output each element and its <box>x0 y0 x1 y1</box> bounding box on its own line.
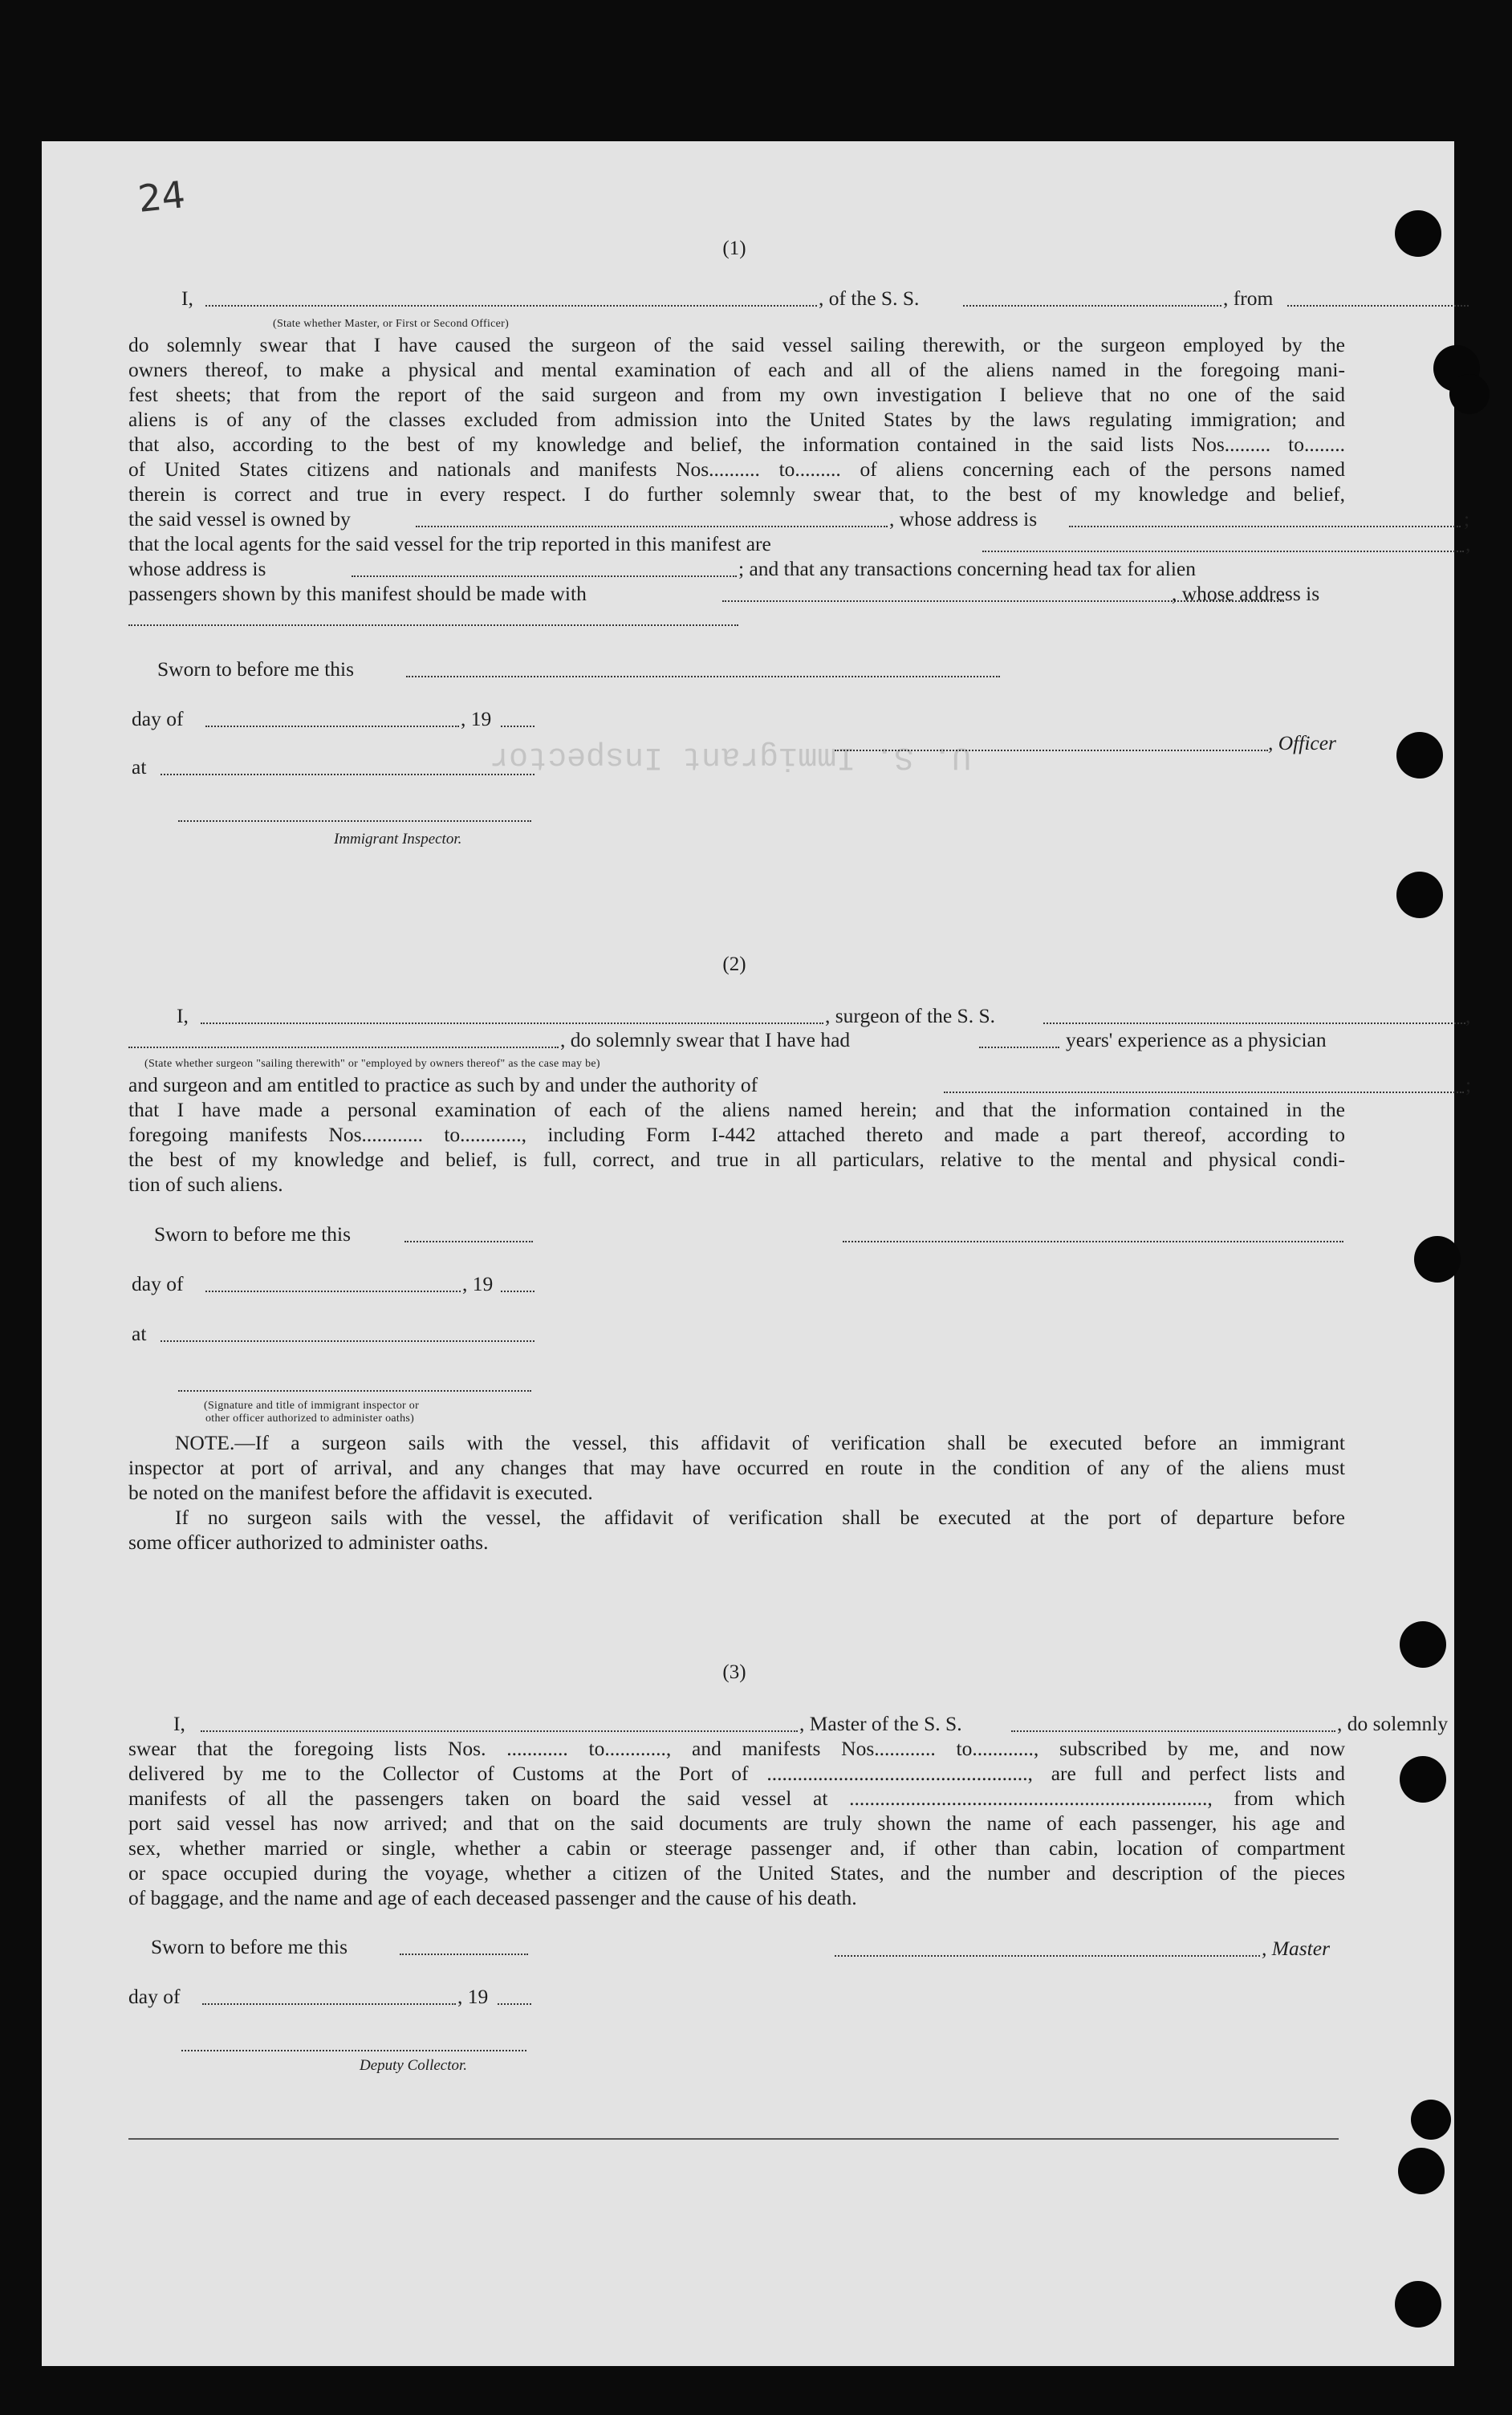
note-para2-line: If no surgeon sails with the vessel, the affidavit of verification shall be executed at the port of departure before <box>175 1506 1345 1529</box>
section-1-body-0: do solemnly swear that I have caused the surgeon of the said vessel sailing therewith, or the surgeon employed by the <box>128 333 1345 356</box>
bleed-through-stamp: U. S. Immigrant Inspector <box>490 738 972 775</box>
year-field-3[interactable] <box>498 2002 531 2005</box>
section-1-sworn-line <box>157 657 1374 681</box>
section-1-agents-line <box>128 531 1471 556</box>
surgeon-status-field[interactable] <box>128 1045 559 1048</box>
section-1-officer-note: (State whether Master, or First or Second Officer) <box>273 318 510 330</box>
section-1-body-1: owners thereof, to make a physical and mental examination of each and all of the aliens named in the foregoing mani- <box>128 358 1345 381</box>
surgeon-signature-field[interactable] <box>843 1239 1343 1242</box>
section-3-body-3: port said vessel has now arrived; and that on the said documents are truly shown the name of each passenger, his age and <box>128 1811 1345 1835</box>
deputy-collector-title: Deputy Collector. <box>360 2057 468 2074</box>
day-field-3[interactable] <box>202 2002 456 2005</box>
section-3-i: I, <box>173 1712 185 1735</box>
comma-1: , <box>1465 532 1471 555</box>
section-2-surgeon-note: (State whether surgeon "sailing therewith" or "employed by owners thereof" as the case may be) <box>144 1058 600 1070</box>
comma-2: , <box>1465 1004 1471 1027</box>
at-label-2: at <box>132 1322 147 1345</box>
of-ss-label: , of the S. S. <box>819 287 920 310</box>
authority-label: and surgeon and am entitled to practice as such by and under the authority of <box>128 1073 758 1096</box>
section-1-body-3: aliens is of any of the classes excluded from admission into the United States by the laws regulating immigration; and <box>128 408 1345 431</box>
years-experience-label: years' experience as a physician <box>1066 1028 1327 1051</box>
punch-hole-8 <box>1400 1756 1446 1803</box>
passengers-label: passengers shown by this manifest should be made with <box>128 582 587 605</box>
local-agents-field[interactable] <box>982 549 1464 552</box>
officer-title: , Officer <box>1268 731 1336 754</box>
at-label-1: at <box>132 755 147 779</box>
punch-hole-9 <box>1411 2100 1451 2140</box>
section-2-at-line <box>132 1321 1348 1346</box>
sworn-label-2: Sworn to before me this <box>154 1222 352 1246</box>
head-tax-label: ; and that any transactions concerning head tax for alien <box>738 557 1196 580</box>
handwritten-page-mark: 24 <box>136 173 188 221</box>
master-signature-field[interactable] <box>835 1954 1260 1957</box>
note-para2-last: some officer authorized to administer oaths. <box>128 1531 489 1554</box>
years-field[interactable] <box>979 1045 1059 1048</box>
local-agents-label: that the local agents for the said vessel for the trip reported in this manifest are <box>128 532 771 555</box>
section-3-number: (3) <box>722 1661 746 1683</box>
semicolon-2: ; <box>1465 1073 1472 1096</box>
section-1-i: I, <box>181 287 193 310</box>
punch-hole-11 <box>1395 2281 1441 2328</box>
section-1-day-line <box>132 706 1348 731</box>
master-name-field[interactable] <box>201 1729 798 1732</box>
sworn-date-field-3[interactable] <box>400 1952 528 1955</box>
day-field-1[interactable] <box>205 724 459 727</box>
at-place-field-2[interactable] <box>161 1339 534 1342</box>
section-2-authority-line <box>128 1072 1472 1097</box>
from-label: , from <box>1223 287 1274 310</box>
inspector-signature-field-2[interactable] <box>178 1388 531 1392</box>
note-para-last: be noted on the manifest before the affidavit is executed. <box>128 1481 593 1504</box>
section-2-i: I, <box>177 1004 189 1027</box>
year-label-3: , 19 <box>457 1985 489 2008</box>
section-3-body-4: sex, whether married or single, whether a cabin or steerage passenger and, if other than cabin, location of compartment <box>128 1836 1345 1860</box>
day-of-label-2: day of <box>132 1272 184 1295</box>
authority-field[interactable] <box>944 1090 1464 1093</box>
year-label-2: , 19 <box>462 1272 494 1295</box>
bottom-rule <box>128 2138 1339 2140</box>
section-2-body-2: the best of my knowledge and belief, is full, correct, and true in all particulars, relative to the mental and physical condi- <box>128 1148 1345 1171</box>
section-2-sworn-line <box>154 1222 1371 1246</box>
note-para-line-0: NOTE.—If a surgeon sails with the vessel, this affidavit of verification shall be executed before an immigrant <box>175 1431 1345 1454</box>
vessel-name-field-3[interactable] <box>1011 1729 1335 1732</box>
year-label-1: , 19 <box>461 707 492 730</box>
section-2-number: (2) <box>722 953 746 975</box>
section-3-body-1: delivered by me to the Collector of Customs at the Port of ..................................................., are full and perfect lists and <box>128 1762 1345 1785</box>
punch-hole-5 <box>1396 872 1443 918</box>
punch-hole-6 <box>1414 1236 1461 1283</box>
section-1-passengers-line <box>128 581 1345 606</box>
note-para-line-1: inspector at port of arrival, and any changes that may have occurred en route in the condition of any of the aliens must <box>128 1456 1345 1479</box>
semicolon-1: ; <box>1464 507 1470 531</box>
section-1-owned-line <box>128 506 1470 531</box>
officer-name-field[interactable] <box>205 303 817 307</box>
do-solemnly-label: , do solemnly <box>1337 1712 1449 1735</box>
at-place-field-1[interactable] <box>161 772 534 775</box>
sworn-label-1: Sworn to before me this <box>157 657 355 681</box>
inspector-signature-field[interactable] <box>178 819 531 822</box>
section-1-body-4: that also, according to the best of my knowledge and belief, the information contained in the said lists Nos......... to........ <box>128 433 1345 456</box>
surgeon-of-label: , surgeon of the S. S. <box>825 1004 996 1027</box>
officer-signature-field[interactable] <box>835 748 1268 751</box>
agent-address-field[interactable] <box>352 574 737 577</box>
do-swear-label: , do solemnly swear that I have had <box>560 1028 851 1051</box>
section-2-body-last: tion of such aliens. <box>128 1173 283 1196</box>
vessel-name-field-2[interactable] <box>1043 1021 1465 1024</box>
sworn-label-3: Sworn to before me this <box>151 1935 348 1958</box>
section-2-body-1: foregoing manifests Nos............ to............, including Form I-442 attached thereto and made a part thereof, according to <box>128 1123 1345 1146</box>
section-3-body-last: of baggage, and the name and age of each deceased passenger and the cause of his death. <box>128 1886 857 1909</box>
day-of-label-1: day of <box>132 707 184 730</box>
section-1-address-line <box>128 556 1345 581</box>
party-address-field[interactable] <box>128 623 738 626</box>
section-3-day-line <box>128 1984 1345 2009</box>
section-2-body-0: that I have made a personal examination of each of the aliens named herein; and that the information contained in the <box>128 1098 1345 1121</box>
section-1-body-6: therein is correct and true in every respect. I do further solemnly swear that, to the best of my knowledge and belief, <box>128 482 1345 506</box>
section-2-day-line <box>132 1271 1348 1296</box>
owned-by-label: the said vessel is owned by <box>128 507 351 531</box>
immigrant-inspector-title: Immigrant Inspector. <box>334 831 462 848</box>
master-of-label: , Master of the S. S. <box>799 1712 962 1735</box>
owner-address-label: , whose address is <box>889 507 1038 531</box>
punch-hole-10 <box>1398 2148 1445 2194</box>
section-1-body-2: fest sheets; that from the report of the said surgeon and from my own investigation I believe that no one of the said <box>128 383 1345 406</box>
year-field-1[interactable] <box>501 724 534 727</box>
section-2-sig-note-2: other officer authorized to administer oaths) <box>205 1413 415 1425</box>
day-of-label-3: day of <box>128 1985 181 2008</box>
sworn-date-field-1[interactable] <box>406 674 1000 677</box>
section-1-number: (1) <box>722 238 746 259</box>
sworn-date-field-2[interactable] <box>404 1239 533 1242</box>
section-3-body-0: swear that the foregoing lists Nos. ............ to............, and manifests Nos............ to............, subscribed by me, and now <box>128 1737 1345 1760</box>
from-port-field[interactable] <box>1287 303 1469 307</box>
section-1-body-5: of United States citizens and nationals and manifests Nos.......... to......... of aliens concerning each of the persons named <box>128 457 1345 481</box>
section-1-at-line <box>132 754 1348 779</box>
section-2-sig-note-1: (Signature and title of immigrant inspector or <box>204 1400 420 1412</box>
day-field-2[interactable] <box>205 1289 461 1292</box>
owner-address-field[interactable] <box>1069 524 1461 527</box>
surgeon-name-field[interactable] <box>201 1021 823 1024</box>
vessel-name-field-1[interactable] <box>963 303 1221 307</box>
section-3-body-2: manifests of all the passengers taken on board the said vessel at ......................................................................, from which <box>128 1787 1345 1810</box>
party-address-label: , whose address is <box>1172 582 1320 605</box>
section-3-body-5: or space occupied during the voyage, whether a citizen of the United States, and the number and description of the pieces <box>128 1861 1345 1884</box>
deputy-signature-field[interactable] <box>181 2048 526 2051</box>
agent-address-label: whose address is <box>128 557 266 580</box>
master-title: , Master <box>1262 1937 1330 1960</box>
owner-field[interactable] <box>416 524 888 527</box>
year-field-2[interactable] <box>501 1289 534 1292</box>
punch-hole-3 <box>1449 374 1490 414</box>
